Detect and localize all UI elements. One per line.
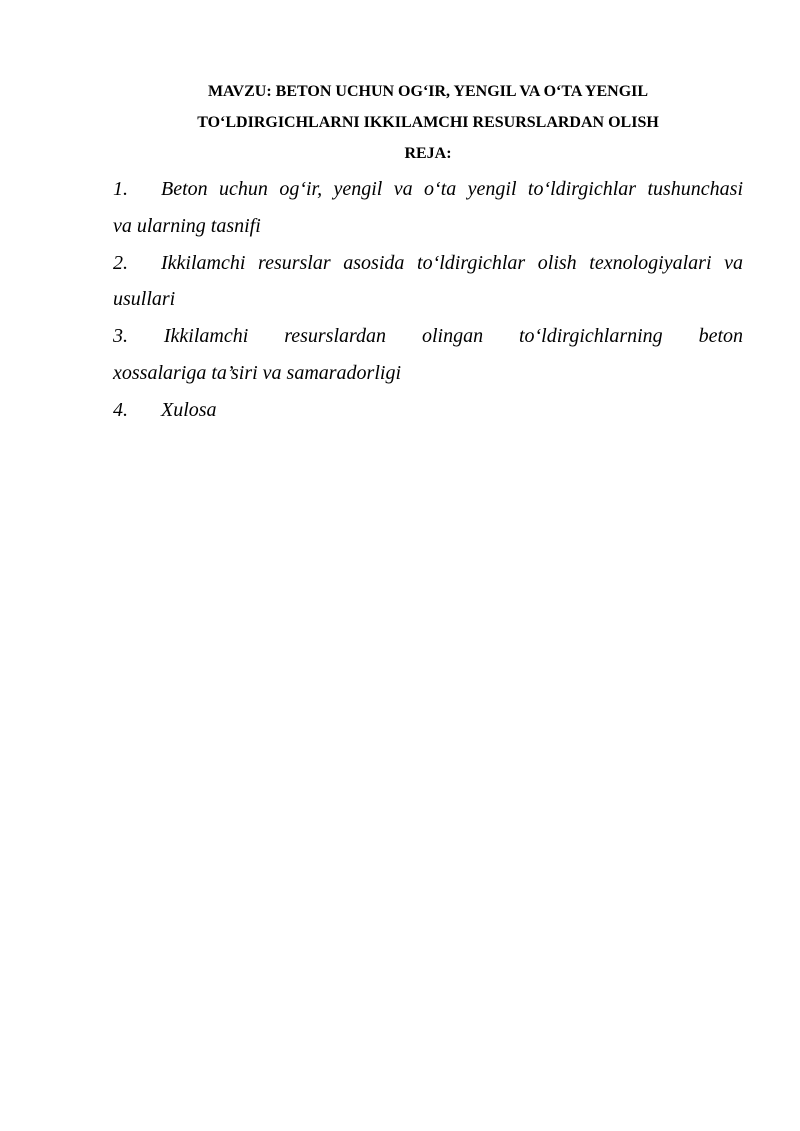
plan-item-2-text: Ikkilamchi resurslar asosida to‘ldirgichlar olish texnologiyalari va <box>161 251 743 274</box>
plan-item-2 <box>113 245 743 319</box>
plan-item-3-first-line <box>113 318 743 355</box>
plan-item-1-number: 1. <box>113 178 128 200</box>
plan-item-4-number: 4. <box>113 398 128 421</box>
plan-item-3-word: resurslardan <box>284 325 387 348</box>
plan-item-2-number: 2. <box>113 251 128 274</box>
plan-item-3-word: Ikkilamchi <box>163 325 249 348</box>
plan-item-3 <box>113 318 743 392</box>
plan-item-1-continuation: va ularning tasnifi <box>113 214 261 237</box>
plan-item-3-number: 3. <box>113 325 128 348</box>
plan-item-3-continuation: xossalariga ta’siri va samaradorligi <box>113 361 401 384</box>
plan-item-2-first-line <box>113 245 743 282</box>
plan-item-3-word: to‘ldirgichlarning <box>518 325 663 348</box>
plan-item-2-continuation: usullari <box>113 288 176 311</box>
plan-item-1-text: Beton uchun og‘ir, yengil va o‘ta yengil to‘ldirgichlar tushunchasi <box>161 178 743 200</box>
plan-item-3-word: beton <box>698 325 743 348</box>
title-line-2: TO‘LDIRGICHLARNI IKKILAMCHI RESURSLARDAN OLISH <box>197 114 659 131</box>
plan-item-4-first-line <box>113 392 743 429</box>
document-title <box>113 76 743 169</box>
plan-item-1-first-line <box>113 171 743 208</box>
title-line-1: MAVZU: BETON UCHUN OG‘IR, YENGIL VA O‘TA YENGIL <box>207 83 649 100</box>
plan-item-4 <box>113 392 743 429</box>
plan-item-1 <box>113 171 743 245</box>
plan-item-4-text: Xulosa <box>161 398 217 421</box>
plan-list <box>113 171 743 429</box>
plan-item-3-word: olingan <box>421 325 484 348</box>
plan-heading: REJA: <box>404 145 452 162</box>
